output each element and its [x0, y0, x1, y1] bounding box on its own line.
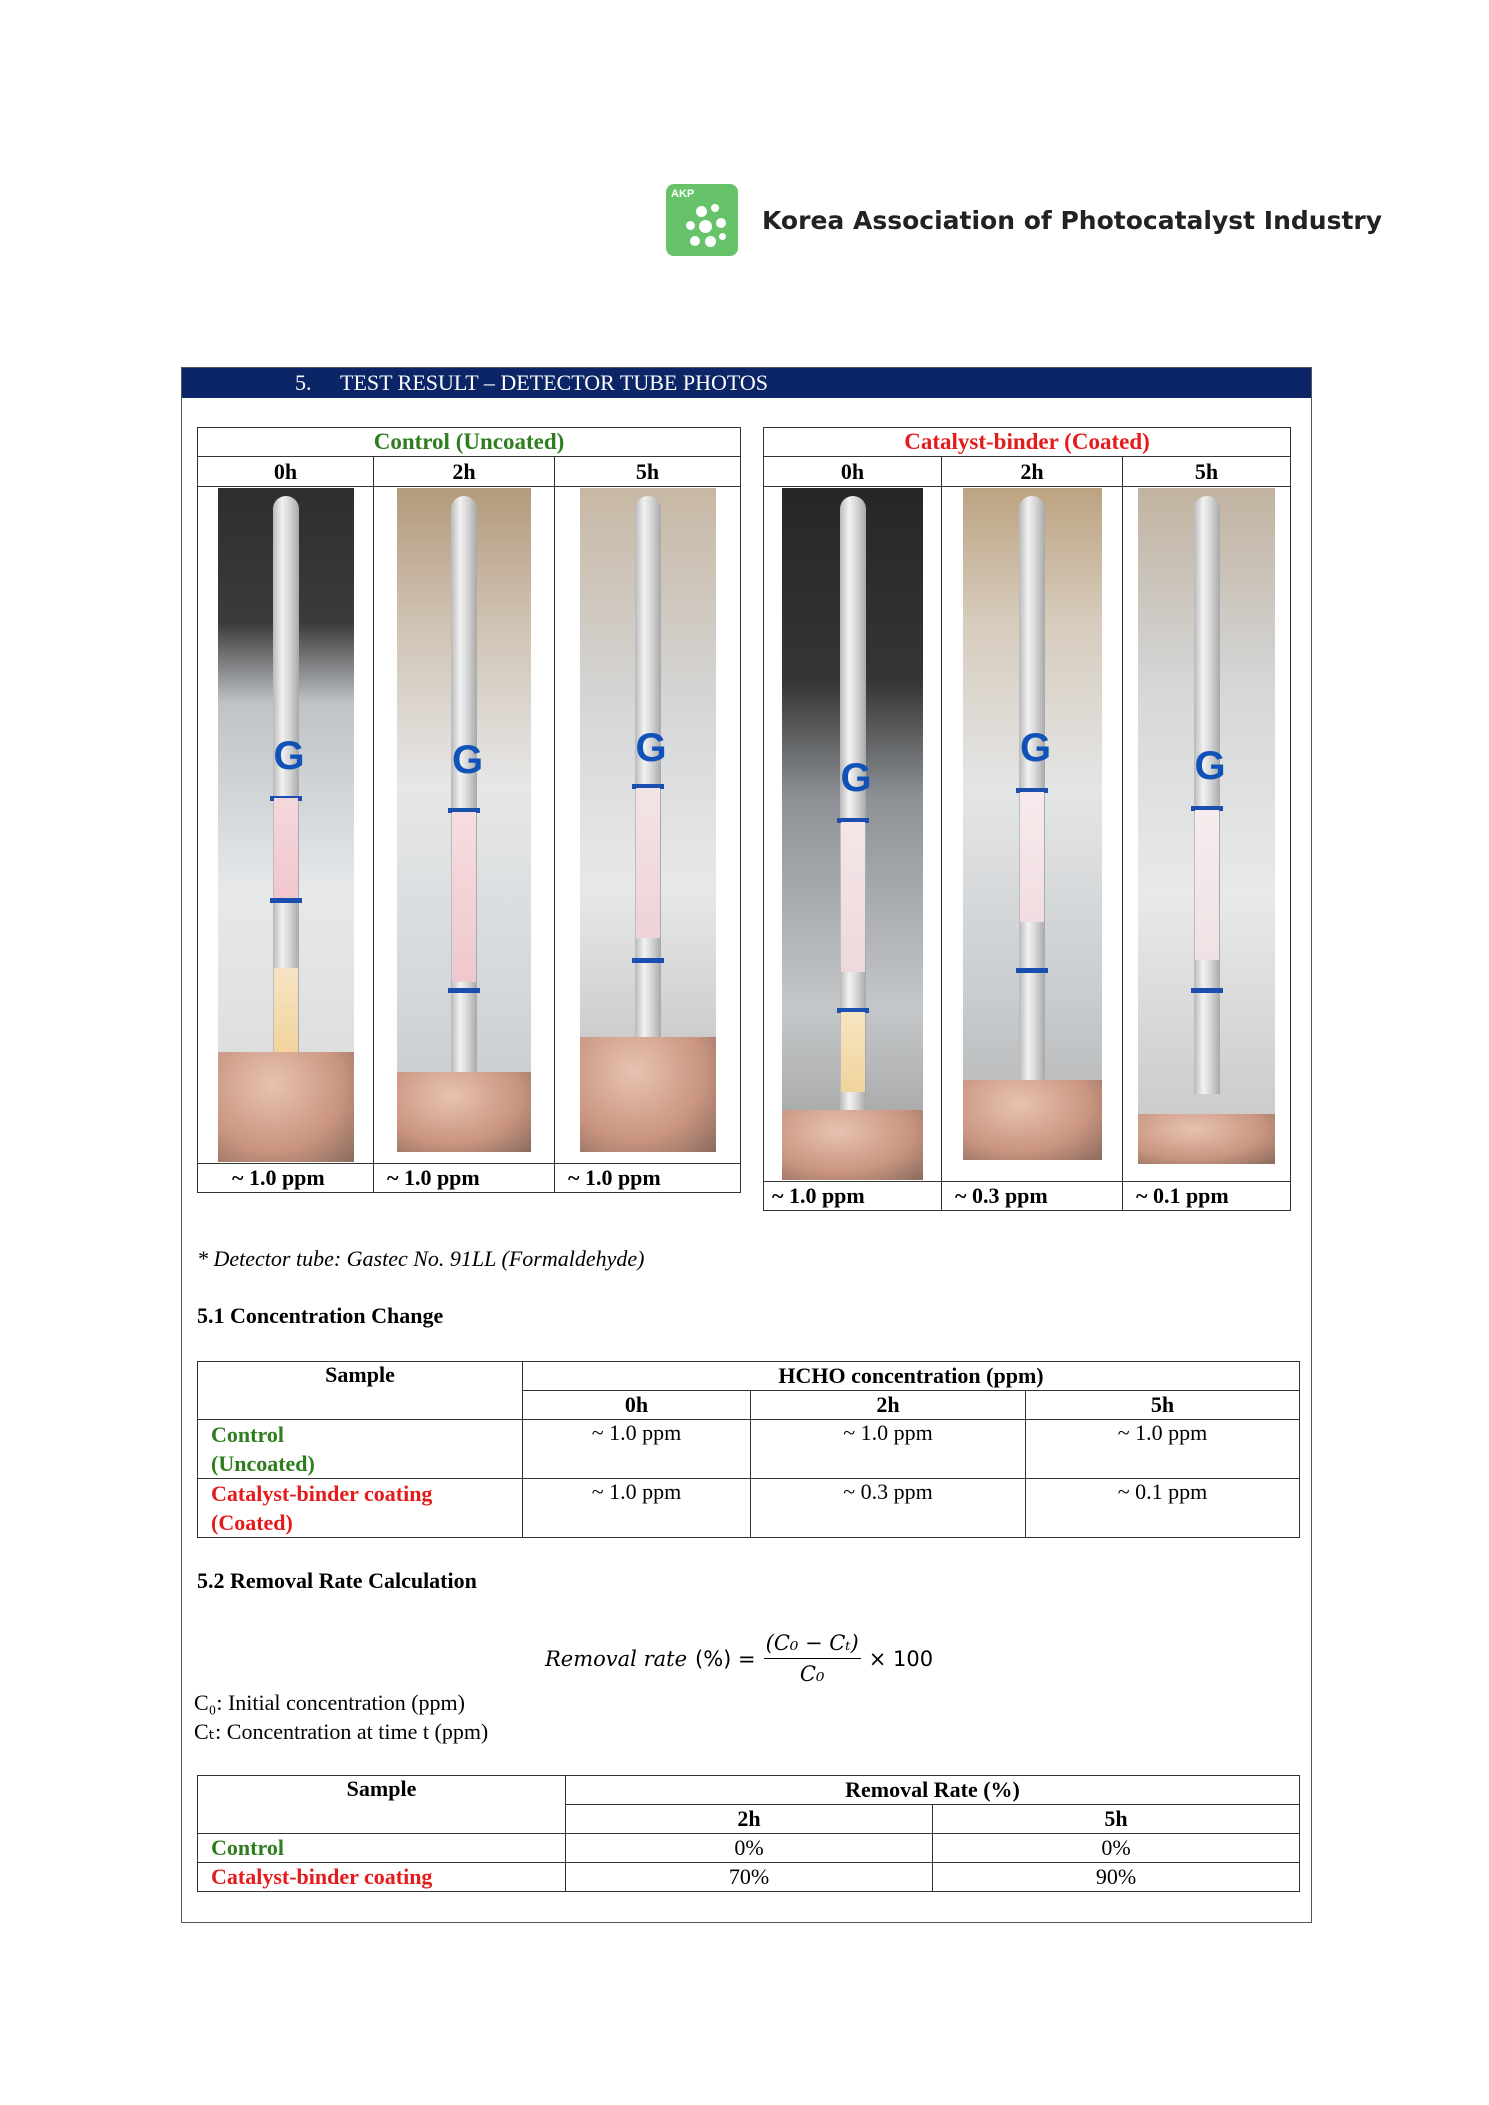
scale-band [448, 988, 480, 993]
table-row [198, 1863, 1300, 1892]
reading-value: ~ 0.3 ppm [942, 1182, 1123, 1211]
time-header: 2h [374, 457, 555, 487]
scale-band [270, 898, 302, 903]
gastec-g-icon: G [452, 738, 484, 782]
reagent-zone [841, 822, 865, 972]
formula-multiplier: × 100 [868, 1646, 934, 1671]
group-header: Removal Rate (%) [566, 1776, 1300, 1805]
time-header: 2h [942, 457, 1123, 487]
finger [580, 1037, 716, 1152]
sample-name: Control [198, 1834, 566, 1863]
organization-name: Korea Association of Photocatalyst Industry [762, 205, 1383, 235]
table-cell: ~ 1.0 ppm [751, 1420, 1026, 1479]
table-row [198, 1420, 1300, 1479]
sample-name: Catalyst-binder coating [198, 1863, 566, 1892]
table-cell: 0% [933, 1834, 1300, 1863]
time-header: 0h [198, 457, 374, 487]
logo-text: AKP [671, 188, 695, 200]
photo-cell [942, 487, 1123, 1182]
photo-cell [555, 487, 741, 1164]
table-row [198, 1479, 1300, 1538]
reagent-zone [841, 1012, 865, 1092]
table-cell: ~ 0.3 ppm [751, 1479, 1026, 1538]
group-header: HCHO concentration (ppm) [523, 1362, 1300, 1391]
table-cell: ~ 1.0 ppm [523, 1479, 751, 1538]
logo-dot [690, 236, 700, 246]
photo-cell [1123, 487, 1291, 1182]
detector-tube-photo [963, 488, 1102, 1160]
sample-name-line: Catalyst-binder coating [211, 1481, 433, 1506]
reagent-zone [1020, 792, 1044, 922]
table-cell: 90% [933, 1863, 1300, 1892]
formula-unit: (%) = [695, 1646, 756, 1671]
scale-band [1016, 968, 1048, 973]
detector-tube-photo [397, 488, 531, 1152]
formula-fraction [764, 1631, 861, 1686]
table-row [198, 1834, 1300, 1863]
time-header: 0h [523, 1391, 751, 1420]
coated-title: Catalyst-binder (Coated) [764, 428, 1291, 457]
table-cell: 0% [566, 1834, 933, 1863]
formula-denominator: C₀ [799, 1662, 825, 1686]
reagent-zone [452, 812, 476, 982]
control-title: Control (Uncoated) [198, 428, 741, 457]
reagent-zone [274, 798, 298, 898]
reagent-zone [1195, 810, 1219, 960]
time-header: 5h [1026, 1391, 1300, 1420]
logo-dot [686, 221, 695, 230]
detector-tube-photo [218, 488, 354, 1162]
detector-tube-photo [782, 488, 923, 1180]
reading-value: ~ 0.1 ppm [1123, 1182, 1291, 1211]
sample-name [198, 1420, 523, 1479]
formula-lhs: Removal rate [545, 1646, 687, 1671]
logo-dot [711, 204, 719, 212]
definition-c0: C₀: Initial concentration (ppm) [194, 1690, 465, 1715]
photo-cell [198, 487, 374, 1164]
reagent-zone [274, 968, 298, 1058]
removal-formula [545, 1631, 933, 1686]
photo-cell [374, 487, 555, 1164]
section-number: 5. [295, 370, 312, 395]
akp-logo-icon [666, 184, 738, 256]
finger [397, 1072, 531, 1152]
removal-rate-table [197, 1775, 1300, 1892]
gastec-g-icon: G [635, 726, 667, 770]
sample-name-line: (Coated) [211, 1510, 293, 1535]
table-cell: ~ 1.0 ppm [1026, 1420, 1300, 1479]
table-cell: 70% [566, 1863, 933, 1892]
finger [782, 1110, 923, 1180]
formula-definitions [194, 1688, 488, 1746]
logo-dot [719, 233, 726, 240]
detector-tube-photo [1138, 488, 1275, 1164]
sample-name-line: (Uncoated) [211, 1451, 315, 1476]
control-photo-table [197, 427, 741, 1193]
gastec-g-icon: G [1020, 726, 1052, 770]
time-header: 5h [555, 457, 741, 487]
photo-cell [764, 487, 942, 1182]
section-banner [182, 368, 1311, 398]
detector-caption: * Detector tube: Gastec No. 91LL (Formaldehyde) [197, 1246, 645, 1271]
logo-dot [699, 220, 712, 233]
scale-band [1191, 988, 1223, 993]
formula-numerator: (C₀ − Cₜ) [764, 1631, 861, 1659]
gastec-g-icon: G [273, 734, 305, 778]
time-header: 2h [566, 1805, 933, 1834]
logo-dot [696, 206, 707, 217]
gastec-g-icon: G [1194, 744, 1226, 788]
sample-name-line: Control [211, 1422, 284, 1447]
concentration-heading: 5.1 Concentration Change [197, 1303, 444, 1328]
removal-heading: 5.2 Removal Rate Calculation [197, 1568, 477, 1593]
section-title: TEST RESULT – DETECTOR TUBE PHOTOS [340, 370, 769, 395]
reading-value: ~ 1.0 ppm [374, 1164, 555, 1193]
concentration-table [197, 1361, 1300, 1538]
finger [963, 1080, 1102, 1160]
finger [218, 1052, 354, 1162]
finger [1138, 1114, 1275, 1164]
coated-photo-table [763, 427, 1291, 1211]
sample-header: Sample [198, 1776, 566, 1834]
reading-value: ~ 1.0 ppm [764, 1182, 942, 1211]
time-header: 5h [1123, 457, 1291, 487]
time-header: 5h [933, 1805, 1300, 1834]
time-header: 2h [751, 1391, 1026, 1420]
gastec-g-icon: G [840, 756, 872, 800]
reading-value: ~ 1.0 ppm [198, 1164, 374, 1193]
time-header: 0h [764, 457, 942, 487]
logo-dot [716, 218, 726, 228]
reading-value: ~ 1.0 ppm [555, 1164, 741, 1193]
logo-dot [705, 236, 716, 247]
scale-band [632, 958, 664, 963]
table-cell: ~ 1.0 ppm [523, 1420, 751, 1479]
sample-header: Sample [198, 1362, 523, 1420]
results-section [181, 367, 1312, 1923]
reagent-zone [636, 788, 660, 938]
detector-tube-photo [580, 488, 716, 1152]
sample-name [198, 1479, 523, 1538]
table-cell: ~ 0.1 ppm [1026, 1479, 1300, 1538]
definition-ct: Cₜ: Concentration at time t (ppm) [194, 1719, 489, 1744]
header [666, 184, 1382, 256]
